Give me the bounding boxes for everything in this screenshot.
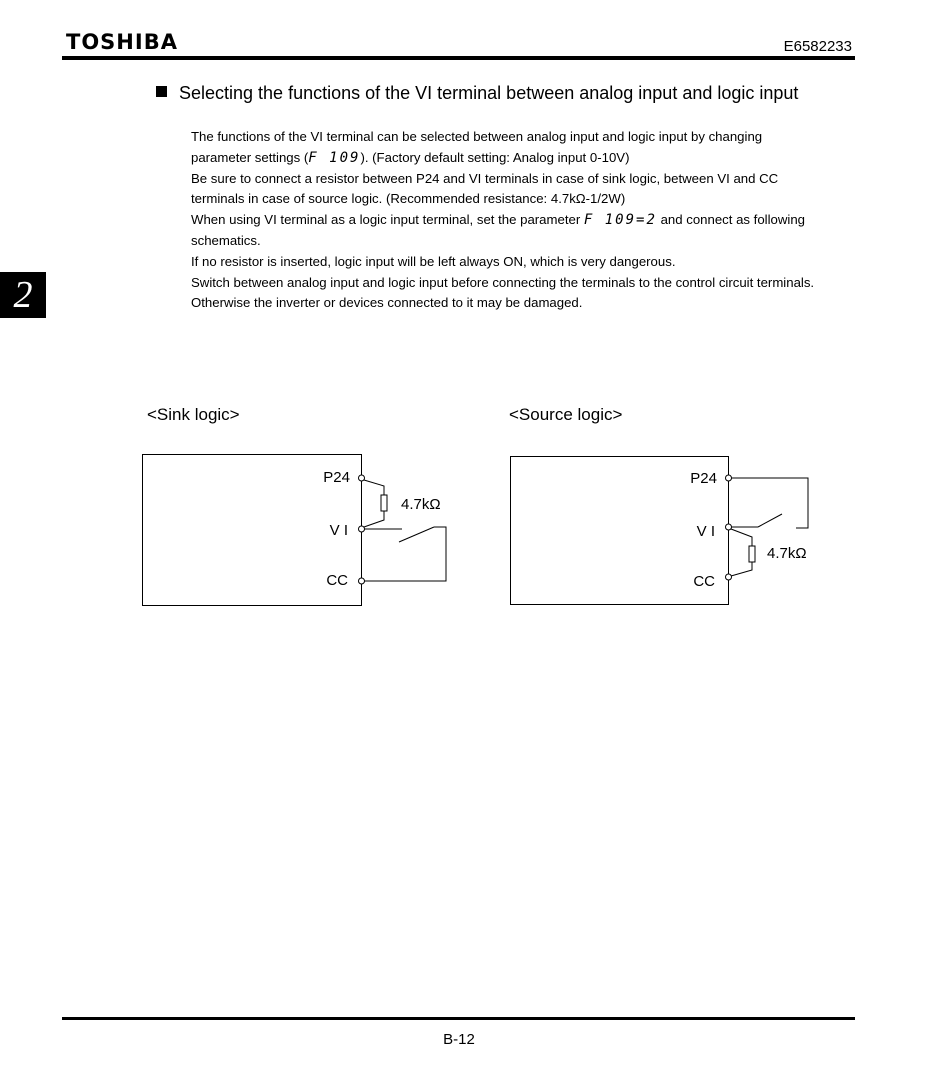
wire <box>365 527 447 581</box>
footer-rule <box>62 1017 855 1020</box>
body-line: terminals in case of source logic. (Recommended resistance: 4.7kΩ-1/2W) <box>191 191 626 207</box>
terminal-p24-label: P24 <box>690 470 717 487</box>
terminal-vi <box>726 524 732 530</box>
terminal-vi-label: V I <box>329 522 348 539</box>
source-logic-caption: <Source logic> <box>509 405 623 424</box>
body-line <box>191 210 861 231</box>
switch-contact <box>399 527 434 542</box>
terminal-vi-label: V I <box>696 523 715 540</box>
sink-logic-caption: <Sink logic> <box>147 405 240 424</box>
header-rule <box>62 56 855 60</box>
wire <box>364 511 384 527</box>
body-text <box>191 127 861 314</box>
page-number: B-12 <box>443 1031 475 1048</box>
body-text-span: parameter settings ( <box>191 149 309 165</box>
body-text-span: and connect as following <box>656 212 805 228</box>
resistor-label: 4.7kΩ <box>767 545 807 562</box>
resistor-label: 4.7kΩ <box>401 496 441 513</box>
terminal-p24 <box>726 475 732 481</box>
terminal-cc-label: CC <box>326 572 348 589</box>
body-text-span: ). (Factory default setting: Analog input 0-10V) <box>360 149 630 165</box>
body-line: Be sure to connect a resistor between P24 and VI terminals in case of sink logic, between VI and CC <box>191 170 779 186</box>
terminal-p24-label: P24 <box>323 469 350 486</box>
document-number: E6582233 <box>783 38 852 55</box>
terminal-vi <box>359 526 365 532</box>
square-bullet-icon <box>156 86 167 97</box>
body-line <box>191 148 861 169</box>
terminal-cc <box>359 578 365 584</box>
parameter-code: F 109 <box>308 149 361 166</box>
resistor <box>749 546 755 562</box>
chapter-tab: 2 <box>0 272 46 318</box>
body-line: The functions of the VI terminal can be selected between analog input and logic input by changing <box>191 129 763 144</box>
body-line: Otherwise the inverter or devices connected to it may be damaged. <box>191 295 583 311</box>
resistor <box>381 495 387 511</box>
section-heading-text: Selecting the functions of the VI terminal between analog input and logic input <box>179 83 799 103</box>
body-line: If no resistor is inserted, logic input will be left always ON, which is very dangerous. <box>191 253 676 269</box>
terminal-cc <box>726 574 732 580</box>
terminal-cc-label: CC <box>693 573 715 590</box>
source-logic-schematic <box>500 440 840 620</box>
toshiba-logo: TOSHIBA <box>66 30 178 54</box>
body-text-span: When using VI terminal as a logic input terminal, set the parameter <box>191 212 584 228</box>
wire <box>364 480 384 495</box>
switch-contact <box>758 514 782 527</box>
section-heading <box>156 82 798 104</box>
body-line: Switch between analog input and logic input before connecting the terminals to the control circuit terminals. <box>191 274 815 290</box>
wire <box>731 529 752 546</box>
sink-logic-schematic <box>130 440 470 620</box>
terminal-p24 <box>359 475 365 481</box>
wire <box>731 562 752 576</box>
parameter-code: F 109=2 <box>583 212 657 229</box>
body-line: schematics. <box>191 232 261 248</box>
